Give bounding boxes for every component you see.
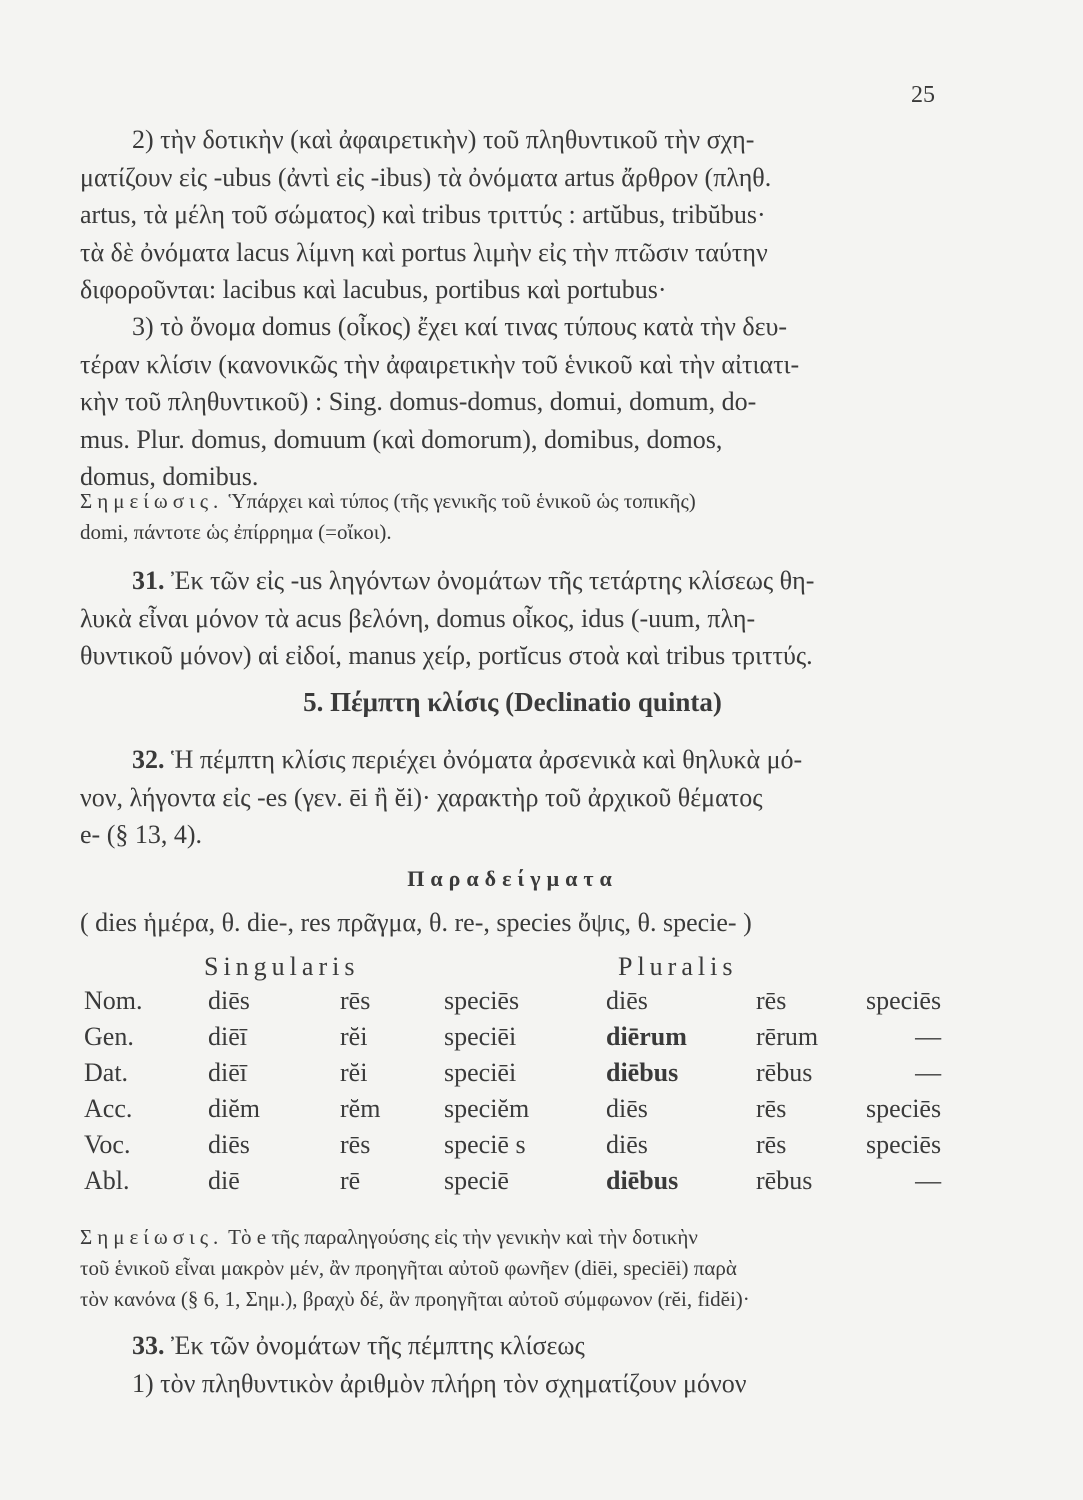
table-cell: speciē: [444, 1166, 509, 1195]
examples-heading: Παραδείγματα: [407, 866, 618, 891]
table-cell: diē: [208, 1166, 240, 1195]
case-label: Nom.: [84, 986, 143, 1015]
table-cell: diēī: [208, 1022, 247, 1051]
table-cell: diēs: [606, 1130, 648, 1159]
note-text: τὸν κανόνα (§ 6, 1, Σημ.), βραχὺ δέ, ἂν προηγῆται αὐτοῦ σύμφωνον (rĕi, fidĕi)·: [80, 1287, 750, 1311]
table-row: [84, 1022, 941, 1058]
table-cell: rĕi: [340, 1022, 368, 1051]
table-cell: rē: [340, 1166, 361, 1195]
table-cell: diēbus: [606, 1058, 679, 1087]
table-cell: diēs: [208, 986, 250, 1015]
text-line: e- (§ 13, 4).: [80, 820, 203, 849]
table-cell: rērum: [756, 1022, 819, 1051]
note-1: [80, 486, 945, 548]
text-line: λυκὰ εἶναι μόνον τὰ acus βελόνη, domus οἶκος, idus (-uum, πλη-: [80, 603, 756, 633]
table-cell: rĕm: [340, 1094, 381, 1123]
text-line: ματίζουν εἰς -ubus (ἀντὶ εἰς -ibus) τὰ ὀνόματα artus ἄρθρον (πληθ.: [80, 162, 772, 192]
section-32: [80, 741, 945, 854]
section-number: 33.: [132, 1331, 165, 1360]
table-cell: —: [915, 1166, 942, 1195]
examples-line: ( dies ἡμέρα, θ. die-, res πρᾶγμα, θ. re-, species ὄψις, θ. specie- ): [80, 908, 752, 937]
text-line: νον, λήγοντα εἰς -es (γεν. ēi ἢ ĕi)· χαρακτὴρ τοῦ ἀρχικοῦ θέματος: [80, 782, 763, 812]
table-cell: rĕi: [340, 1058, 368, 1087]
pluralis-header: Pluralis: [618, 952, 738, 981]
table-row: [84, 986, 941, 1022]
table-cell: diērum: [606, 1022, 687, 1051]
table-cell: rēs: [340, 1130, 371, 1159]
table-row: [84, 1094, 941, 1130]
text-line: 2) τὴν δοτικὴν (καὶ ἀφαιρετικὴν) τοῦ πληθυντικοῦ τὴν σχη-: [132, 125, 755, 154]
paragraph-2: [80, 121, 945, 309]
table-cell: diēs: [606, 1094, 648, 1123]
table-cell: speciēs: [866, 1094, 942, 1123]
table-cell: rēs: [756, 1094, 787, 1123]
table-cell: rēs: [756, 1130, 787, 1159]
table-row: [84, 1166, 941, 1202]
table-cell: speciēi: [444, 1022, 517, 1051]
table-cell: —: [915, 1058, 942, 1087]
page-number: 25: [911, 82, 935, 108]
table-cell: diēbus: [606, 1166, 679, 1195]
case-label: Voc.: [84, 1130, 131, 1159]
text-line: artus, τὰ μέλη τοῦ σώματος) καὶ tribus τριττύς : artŭbus, tribŭbus·: [80, 200, 766, 229]
text-line: Ἐκ τῶν ὀνομάτων τῆς πέμπτης κλίσεως: [171, 1331, 585, 1360]
table-cell: rēbus: [756, 1058, 813, 1087]
table-cell: speciĕm: [444, 1094, 530, 1123]
case-label: Abl.: [84, 1166, 130, 1195]
section-33: [80, 1327, 945, 1402]
text-line: θυντικοῦ μόνον) αἱ εἰδοί, manus χείρ, portĭcus στοὰ καὶ tribus τριττύς.: [80, 641, 813, 670]
note-label: Σημείωσις.: [80, 1225, 224, 1249]
case-label: Gen.: [84, 1022, 134, 1051]
text-line: κὴν τοῦ πληθυντικοῦ) : Sing. domus-domus, domui, domum, do-: [80, 387, 757, 416]
note-text: Ὑπάρχει καὶ τύπος (τῆς γενικῆς τοῦ ἑνικοῦ ὡς τοπικῆς): [228, 489, 696, 513]
section-number: 31.: [132, 566, 165, 595]
table-cell: speciē s: [444, 1130, 526, 1159]
table-cell: diēs: [606, 986, 648, 1015]
singularis-header: Singularis: [204, 952, 360, 981]
text-line: mus. Plur. domus, domuum (καὶ domorum), domibus, domos,: [80, 424, 723, 454]
table-cell: rēs: [756, 986, 787, 1015]
text-line: τὰ δὲ ὀνόματα lacus λίμνη καὶ portus λιμὴν εἰς τὴν πτῶσιν ταύτην: [80, 237, 768, 267]
text-line: 1) τὸν πληθυντικὸν ἀριθμὸν πλήρη τὸν σχηματίζουν μόνον: [132, 1368, 747, 1398]
note-2: [80, 1222, 945, 1315]
table-cell: speciēs: [866, 1130, 942, 1159]
section-heading: 5. Πέμπτη κλίσις (Declinatio quinta): [303, 687, 722, 717]
table-cell: speciēs: [444, 986, 520, 1015]
text-line: Ἡ πέμπτη κλίσις περιέχει ὀνόματα ἀρσενικὰ καὶ θηλυκὰ μό-: [171, 745, 803, 774]
table-cell: speciēs: [866, 986, 942, 1015]
table-cell: diĕm: [208, 1094, 260, 1123]
table-cell: —: [915, 1022, 942, 1051]
table-cell: rēbus: [756, 1166, 813, 1195]
note-text: τοῦ ἑνικοῦ εἶναι μακρὸν μέν, ἂν προηγῆται αὐτοῦ φωνῆεν (diēi, speciēi) παρὰ: [80, 1256, 737, 1280]
section-number: 32.: [132, 745, 165, 774]
table-row: [84, 1058, 941, 1094]
text-line: διφοροῦνται: lacibus καὶ lacubus, portibus καὶ portubus·: [80, 275, 667, 304]
text-line: τέραν κλίσιν (κανονικῶς τὴν ἀφαιρετικὴν τοῦ ἑνικοῦ καὶ τὴν αἰτιατι-: [80, 349, 800, 379]
section-31: [80, 562, 945, 675]
case-label: Acc.: [84, 1094, 133, 1123]
text-line: 3) τὸ ὄνομα domus (οἶκος) ἔχει καί τινας τύπους κατὰ τὴν δευ-: [132, 312, 788, 341]
text-line: Ἐκ τῶν εἰς -us ληγόντων ὀνομάτων τῆς τετάρτης κλίσεως θη-: [171, 566, 815, 595]
case-label: Dat.: [84, 1058, 129, 1087]
table-cell: diēs: [208, 1130, 250, 1159]
text-line: domus, domibus.: [80, 462, 259, 491]
table-row: [84, 1130, 941, 1166]
note-text: Τὸ e τῆς παραληγούσης εἰς τὴν γενικὴν καὶ τὴν δοτικὴν: [228, 1225, 698, 1249]
table-cell: speciēi: [444, 1058, 517, 1087]
declension-table: [84, 986, 941, 1202]
table-cell: diēī: [208, 1058, 247, 1087]
paragraph-3: [80, 308, 945, 496]
note-label: Σημείωσις.: [80, 489, 224, 513]
note-text: domi, πάντοτε ὡς ἐπίρρημα (=οἴκοι).: [80, 520, 392, 544]
table-cell: rēs: [340, 986, 371, 1015]
